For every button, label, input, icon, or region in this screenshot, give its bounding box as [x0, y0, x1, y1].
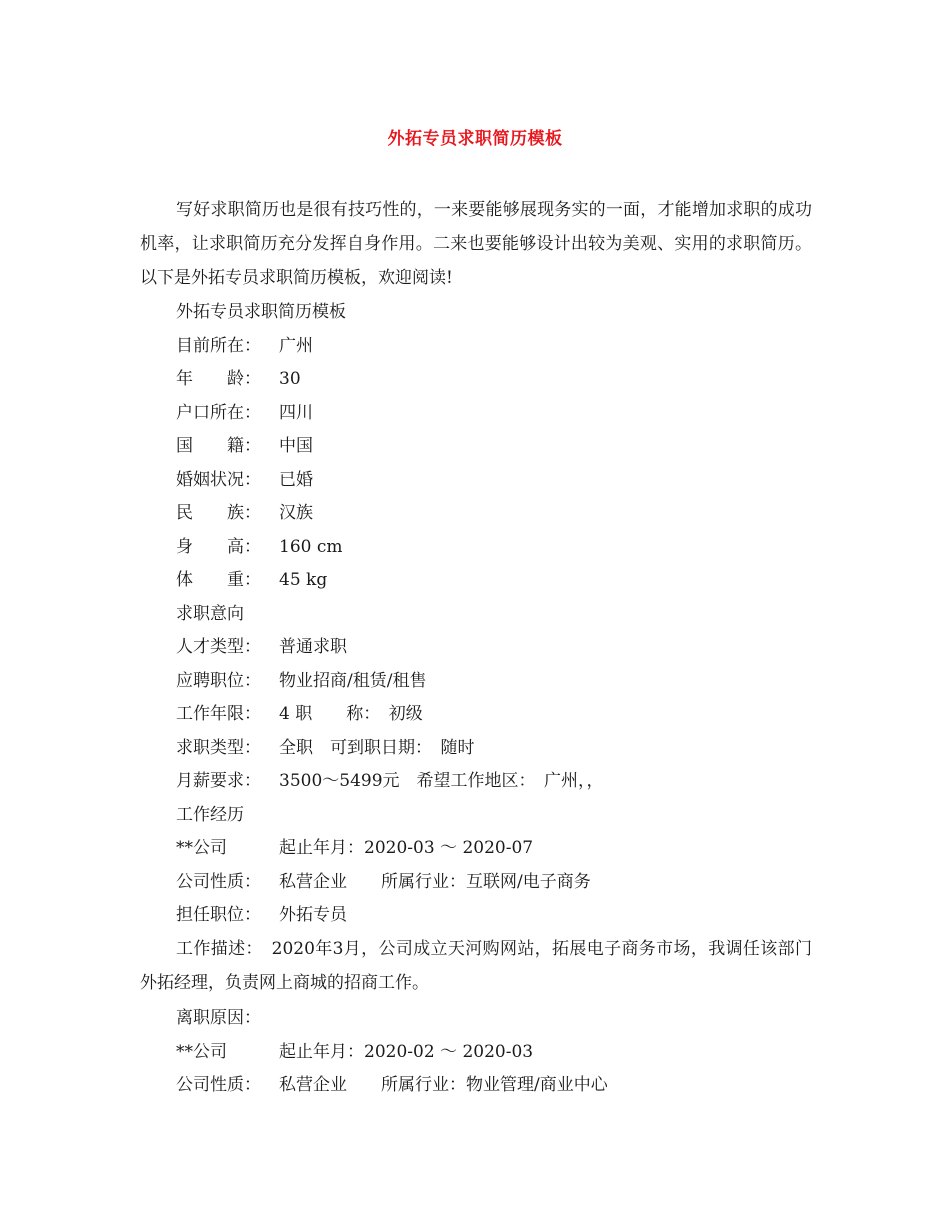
- job1-description: 工作描述： 2020年3月，公司成立天河购网站，拓展电子商务市场，我调任该部门外拓经理，负责网上商城的招商工作。: [140, 939, 812, 993]
- nature-value: 私营企业 所属行业：物业管理/商业中心: [279, 1075, 608, 1095]
- info-label: 民 族：: [176, 503, 261, 523]
- document-title: 外拓专员求职简历模板: [387, 129, 563, 149]
- info-label: 年 龄：: [176, 369, 261, 389]
- nature-label: 公司性质：: [176, 1075, 261, 1095]
- nature-label: 公司性质：: [176, 872, 261, 892]
- intro-paragraph: 写好求职简历也是很有技巧性的，一来要能够展现务实的一面，才能增加求职的成功机率，让求职简历充分发挥自身作用。二来也要能够设计出较为美观、实用的求职简历。以下是外拓专员求职简历模板，欢迎阅读!: [140, 200, 812, 288]
- info-value: 汉族: [279, 503, 313, 523]
- job1-leave-reason: 离职原因：: [176, 1008, 261, 1028]
- info-value: 中国: [279, 436, 313, 456]
- position-value: 外拓专员: [279, 905, 347, 925]
- info-label: 婚姻状况：: [176, 470, 261, 490]
- job1-company-row: [176, 836, 534, 860]
- intent-row-years: [176, 702, 423, 726]
- info-row-weight: [176, 568, 328, 592]
- intent-value: 4 职 称： 初级: [279, 704, 423, 724]
- info-value: 45 kg: [279, 570, 328, 590]
- intent-row-position: [176, 669, 427, 693]
- info-value: 30: [279, 369, 301, 389]
- info-value: 四川: [279, 403, 313, 423]
- info-value: 160 cm: [279, 537, 343, 557]
- info-row-marital: [176, 468, 313, 492]
- info-row-hukou: [176, 401, 313, 425]
- info-row-location: [176, 334, 313, 358]
- info-row-height: [176, 535, 343, 559]
- intent-row-job-type: [176, 736, 475, 760]
- info-label: 国 籍：: [176, 436, 261, 456]
- info-value: 广州: [279, 336, 313, 356]
- intent-label: 月薪要求：: [176, 771, 261, 791]
- info-label: 体 重：: [176, 570, 261, 590]
- company-dates: 起止年月：2020-03 ～ 2020-07: [279, 838, 534, 858]
- company-label: **公司: [176, 1042, 227, 1062]
- info-row-ethnicity: [176, 501, 313, 525]
- job1-nature-row: [176, 870, 591, 894]
- job2-nature-row: [176, 1073, 608, 1097]
- intent-label: 应聘职位：: [176, 671, 261, 691]
- company-label: **公司: [176, 838, 227, 858]
- info-label: 目前所在：: [176, 336, 261, 356]
- info-value: 已婚: [279, 470, 313, 490]
- work-heading: 工作经历: [176, 805, 244, 825]
- info-label: 户口所在：: [176, 403, 261, 423]
- info-row-nationality: [176, 434, 313, 458]
- intent-value: 全职 可到职日期： 随时: [279, 738, 475, 758]
- intent-heading: 求职意向: [176, 604, 244, 624]
- info-row-age: [176, 367, 301, 391]
- intent-label: 工作年限：: [176, 704, 261, 724]
- resume-subtitle: 外拓专员求职简历模板: [176, 302, 346, 322]
- intent-value: 普通求职: [279, 637, 347, 657]
- intent-value: 3500～5499元 希望工作地区： 广州，，: [279, 771, 604, 791]
- intent-label: 求职类型：: [176, 738, 261, 758]
- job1-position-row: [176, 903, 347, 927]
- position-label: 担任职位：: [176, 905, 261, 925]
- company-dates: 起止年月：2020-02 ～ 2020-03: [279, 1042, 534, 1062]
- info-label: 身 高：: [176, 537, 261, 557]
- intent-label: 人才类型：: [176, 637, 261, 657]
- nature-value: 私营企业 所属行业：互联网/电子商务: [279, 872, 591, 892]
- intent-row-salary: [176, 769, 604, 793]
- job2-company-row: [176, 1040, 534, 1064]
- intent-row-talent-type: [176, 635, 347, 659]
- intent-value: 物业招商/租赁/租售: [279, 671, 427, 691]
